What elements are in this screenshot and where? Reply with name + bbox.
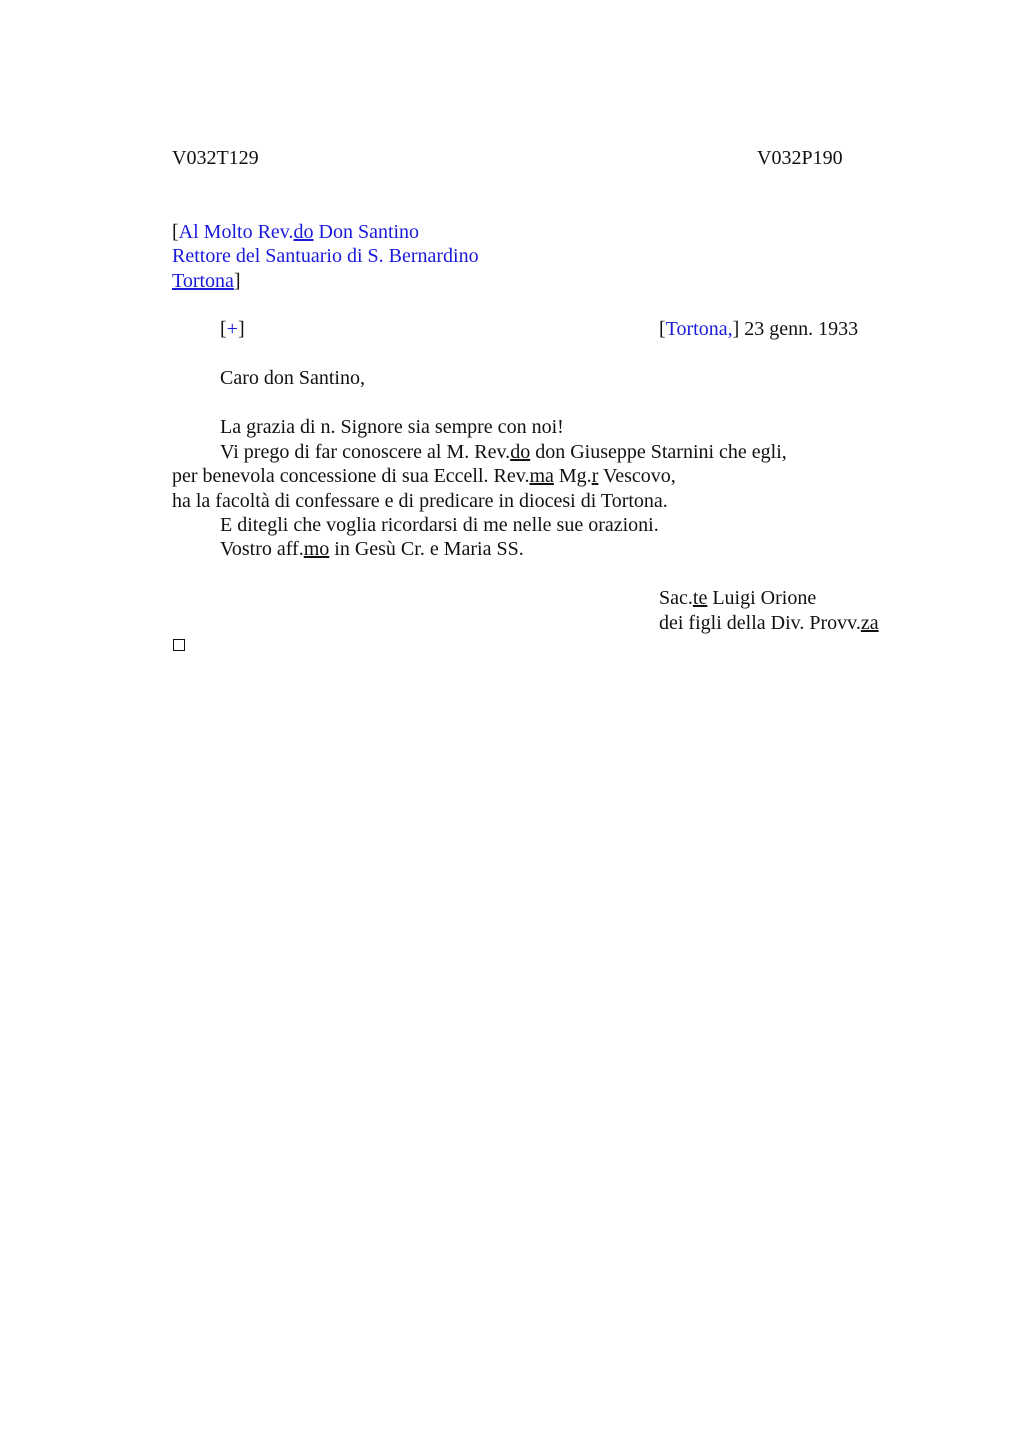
address-title-pre: Al Molto Rev. xyxy=(178,221,294,243)
signature-line-1 xyxy=(659,586,816,610)
salutation: Caro don Santino, xyxy=(220,367,365,389)
document-code-left: V032T129 xyxy=(172,147,259,169)
abbrev-superscript: za xyxy=(860,612,879,634)
place-close-bracket: ] xyxy=(732,318,740,340)
abbrev-superscript: ma xyxy=(529,465,554,487)
abbrev-superscript: te xyxy=(692,587,708,609)
place-open-bracket: [ xyxy=(659,318,666,340)
closing-line xyxy=(220,537,524,561)
text-segment: in Gesù Cr. e Maria SS. xyxy=(329,538,524,560)
cross-symbol: + xyxy=(226,318,238,340)
address-title-abbrev: do xyxy=(293,221,314,243)
address-line-1 xyxy=(172,220,419,244)
address-close-bracket: ] xyxy=(233,270,241,292)
text-segment: dei figli della Div. Provv. xyxy=(659,612,861,634)
text-segment: Mg. xyxy=(553,465,592,487)
dateline xyxy=(659,317,858,341)
body-paragraph-3: E ditegli che voglia ricordarsi di me nelle sue orazioni. xyxy=(220,514,659,536)
text-segment: Vescovo, xyxy=(598,465,676,487)
address-title-post: Don Santino xyxy=(313,221,420,243)
end-marker-square-icon xyxy=(173,639,185,651)
abbrev-superscript: do xyxy=(510,441,531,463)
body-paragraph-2-line-1 xyxy=(220,440,787,464)
body-paragraph-2-line-3: ha la facoltà di confessare e di predicare in diocesi di Tortona. xyxy=(172,490,668,512)
place-city: Tortona, xyxy=(665,318,733,340)
signature-line-2 xyxy=(659,611,879,635)
cross-close-bracket: ] xyxy=(237,318,245,340)
text-segment: Vostro aff. xyxy=(220,538,304,560)
body-paragraph-2-line-2 xyxy=(172,464,676,488)
text-segment: Vi prego di far conoscere al M. Rev. xyxy=(220,441,511,463)
address-line-2: Rettore del Santuario di S. Bernardino xyxy=(172,245,479,267)
cross-open-bracket: [ xyxy=(220,318,227,340)
document-code-right: V032P190 xyxy=(757,147,843,169)
text-segment: Sac. xyxy=(659,587,693,609)
abbrev-superscript: mo xyxy=(303,538,330,560)
cross-mark xyxy=(220,317,245,341)
body-paragraph-1: La grazia di n. Signore sia sempre con noi! xyxy=(220,416,564,438)
address-open-bracket: [ xyxy=(172,221,179,243)
address-city-link[interactable]: Tortona xyxy=(172,270,234,292)
letter-date: 23 genn. 1933 xyxy=(739,318,859,340)
text-segment: per benevola concessione di sua Eccell. Rev. xyxy=(172,465,530,487)
address-line-3 xyxy=(172,269,241,293)
text-segment: Luigi Orione xyxy=(707,587,817,609)
text-segment: don Giuseppe Starnini che egli, xyxy=(530,441,787,463)
abbrev-superscript: r xyxy=(591,465,599,487)
